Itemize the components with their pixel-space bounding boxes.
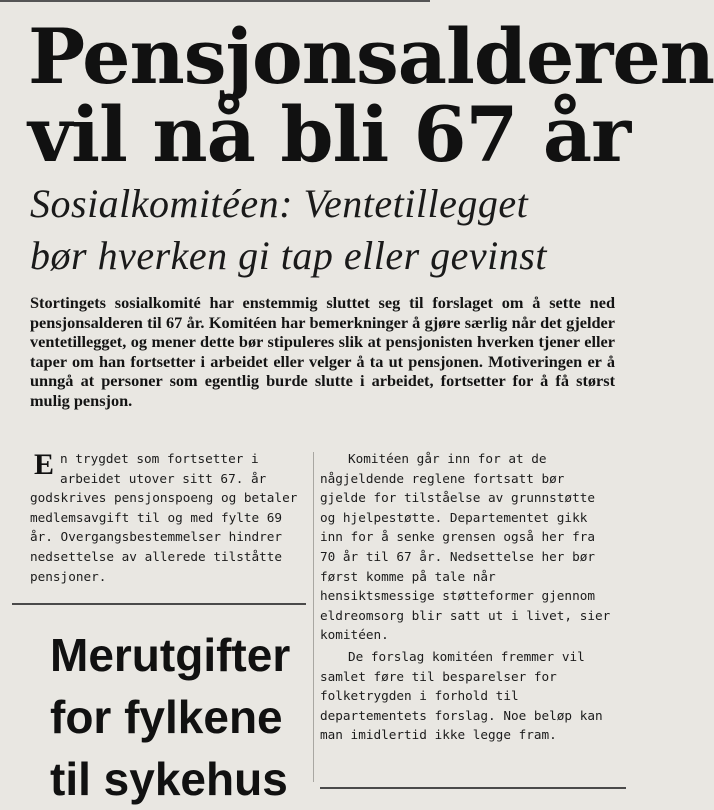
sub-headline	[30, 178, 620, 282]
headline-line-2: vil nå bli 67 år	[28, 90, 631, 179]
left-column-paragraph	[30, 449, 308, 586]
second-headline-line-1: Merutgifter	[50, 629, 291, 681]
headline-line-1: Pensjonsalderen	[28, 12, 714, 101]
subhead-line-1: Sosialkomitéen: Ventetillegget	[30, 181, 529, 226]
left-column	[30, 449, 308, 586]
dropcap: E	[34, 448, 55, 481]
second-article-headline	[50, 624, 310, 810]
right-column-paragraph-1: Komitéen går inn for at de någjeldende reglene fortsatt bør gjelde for tilståelse av grunnstøtte og hjelpestøtte. Departementet gikk inn for å senke grensen også her fra 70 år til 67 år. Nedsettelse her bør først komme på tale når hensiktsmessige støtteformer gjennom eldreomsorg blir satt ut i livet, sier komitéen.	[320, 451, 611, 643]
left-column-text: n trygdet som fortsetter i arbeidet utover sitt 67. år godskrives pensjonspoeng og betaler medlemsavgift til og med fylte 69 år. Overgangsbestemmelser hindrer nedsettelse av allerede tilståtte pensjoner.	[30, 451, 298, 584]
section-rule	[12, 603, 306, 605]
bottom-rule	[320, 787, 626, 789]
second-headline-line-2: for fylkene	[50, 691, 283, 743]
second-headline-line-3: til sykehus	[50, 753, 288, 805]
right-column	[320, 449, 615, 745]
column-divider	[313, 452, 314, 782]
lead-paragraph: Stortingets sosialkomité har enstemmig sluttet seg til forslaget om å sette ned pensjonsalderen til 67 år. Komitéen har bemerkninger å gjøre særlig når det gjelder ventetillegget, og mener dette bør stipuleres slik at pensjonisten hverken tjener eller taper om han fortsetter i arbeidet eller velger å ta ut pensjonen. Motiveringen er å unngå at personer som egentlig burde slutte i arbeidet, fortsetter for å få størst mulig pensjon.	[30, 293, 615, 410]
subhead-line-2: bør hverken gi tap eller gevinst	[30, 233, 547, 278]
right-column-paragraph-2: De forslag komitéen fremmer vil samlet føre til besparelser for folketrygden i forhold til departementets forslag. Noe beløp kan man imidlertid ikke legge fram.	[320, 648, 603, 743]
main-headline	[28, 12, 714, 179]
top-rule	[0, 0, 430, 2]
